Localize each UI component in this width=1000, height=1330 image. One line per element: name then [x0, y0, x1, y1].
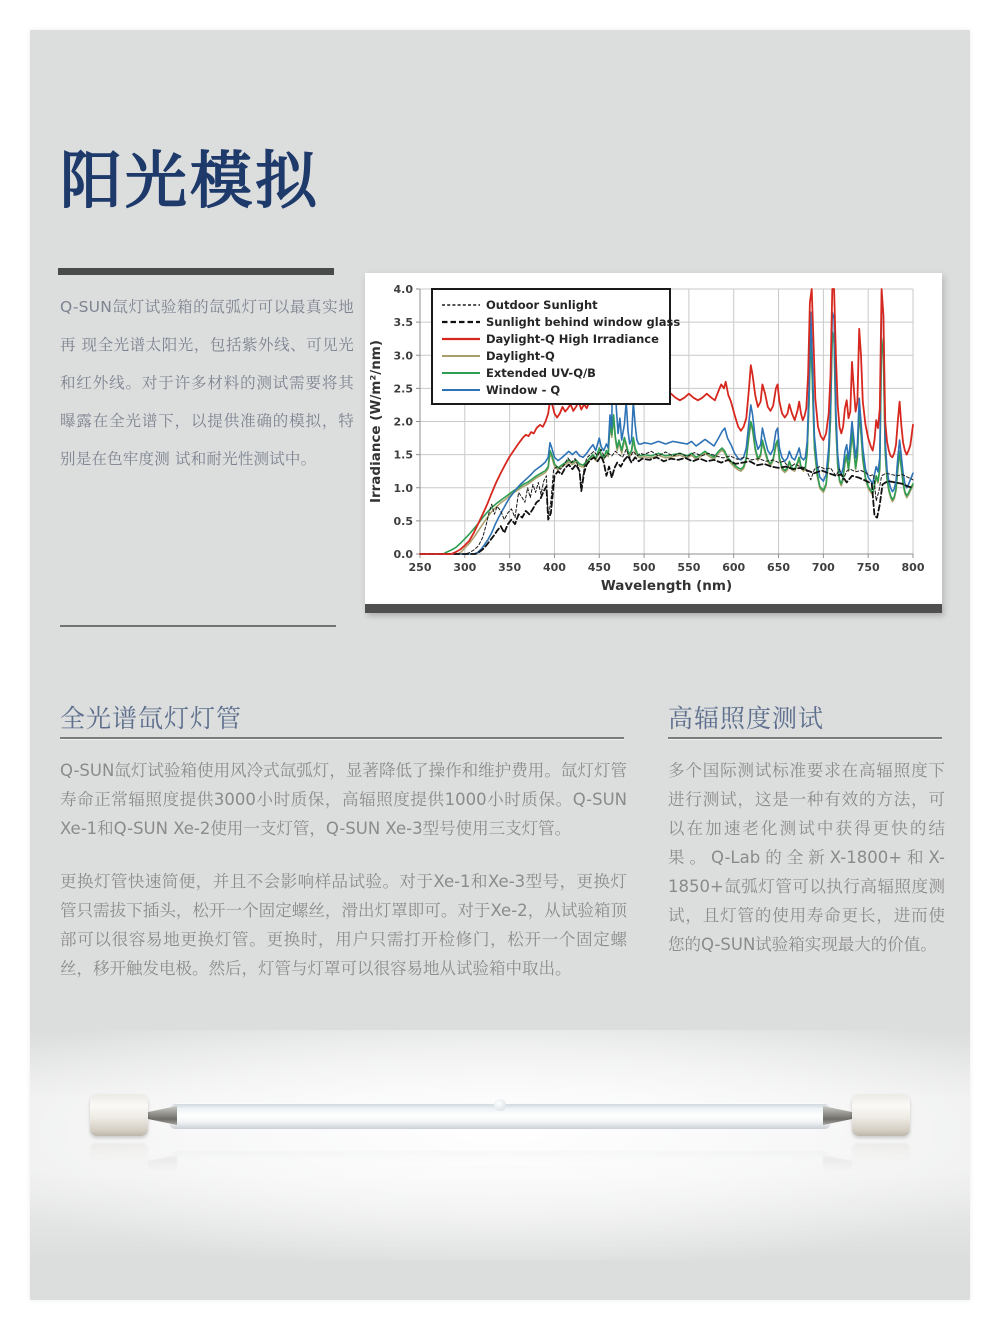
svg-text:350: 350 — [498, 561, 522, 574]
intro-bottom-rule — [60, 625, 336, 627]
chart-legend — [431, 288, 681, 405]
chart-bottom-bar — [365, 604, 942, 613]
svg-text:3.0: 3.0 — [393, 349, 413, 363]
left-column-paragraph-1: Q-SUN氙灯试验箱使用风冷式氙弧灯，显著降低了操作和维护费用。氙灯灯管寿命正常辐照度提供3000小时质保，高辐照度提供1000小时质保。Q-SUN Xe-1和Q-SUN Xe-2使用一支灯管，Q-SUN Xe-3型号使用三支灯管。 — [60, 761, 627, 838]
lamp-tube-nub — [494, 1099, 506, 1111]
svg-text:1.0: 1.0 — [393, 481, 413, 495]
legend-item: Outdoor Sunlight — [486, 297, 598, 312]
intro-paragraph: Q-SUN氙灯试验箱的氙弧灯可以最真实地再 现全光谱太阳光，包括紫外线、可见光和红外线。对于许多材料的测试需要将其曝露在全光谱下，以提供准确的模拟，特别是在色牢度测 试和耐光性测试中。 — [60, 298, 354, 468]
svg-text:550: 550 — [677, 561, 701, 574]
legend-item: Daylight-Q High Irradiance — [486, 331, 659, 346]
xenon-lamp-photo — [30, 1030, 970, 1260]
svg-text:1.5: 1.5 — [393, 448, 413, 462]
section-heading-irradiance: 高辐照度测试 — [668, 703, 825, 733]
intro-top-bar — [58, 268, 334, 275]
legend-item: Daylight-Q — [486, 348, 555, 363]
section-heading-lamps: 全光谱氙灯灯管 — [60, 703, 243, 733]
svg-text:450: 450 — [587, 561, 611, 574]
svg-text:400: 400 — [542, 561, 566, 574]
svg-text:300: 300 — [453, 561, 477, 574]
svg-text:250: 250 — [408, 561, 432, 574]
svg-text:2.5: 2.5 — [393, 382, 413, 396]
svg-text:500: 500 — [632, 561, 656, 574]
svg-text:0.5: 0.5 — [393, 514, 413, 528]
svg-text:3.5: 3.5 — [393, 316, 413, 330]
svg-text:Wavelength (nm): Wavelength (nm) — [600, 578, 733, 594]
svg-text:750: 750 — [856, 561, 880, 574]
xenon-lamp-tube-image — [90, 1094, 910, 1138]
svg-text:700: 700 — [811, 561, 835, 574]
left-column-paragraph-2: 更换灯管快速简便，并且不会影响样品试验。对于Xe-1和Xe-3型号，更换灯管只需拔下插头，松开一个固定螺丝，滑出灯罩即可。对于Xe-2，从试验箱顶部可以很容易地更换灯管。更换时，用户只需打开检修门，松开一个固定螺丝，移开触发电极。然后，灯管与灯罩可以很容易地从试验箱中取出。 — [60, 872, 627, 978]
svg-text:Irradiance (W/m²/nm): Irradiance (W/m²/nm) — [368, 339, 384, 504]
left-column — [60, 756, 627, 1007]
right-column-paragraph-1: 多个国际测试标准要求在高辐照度下进行测试，这是一种有效的方法，可以在加速老化测试中获得更快的结果。Q-Lab的全新X-1800+和X-1850+氙弧灯管可以执行高辐照度测试，且灯管的使用寿命更长，进而使您的Q-SUN试验箱实现最大的价值。 — [668, 761, 945, 954]
svg-text:2.0: 2.0 — [393, 415, 413, 429]
lamp-left-cap — [90, 1094, 148, 1136]
right-heading-rule — [668, 737, 942, 740]
svg-text:600: 600 — [722, 561, 746, 574]
brochure-page — [30, 30, 970, 1300]
lamp-reflection — [90, 1142, 910, 1186]
lamp-right-cap — [852, 1094, 910, 1136]
svg-text:4.0: 4.0 — [393, 283, 413, 296]
page-title: 阳光模拟 — [60, 143, 321, 217]
right-column — [668, 756, 945, 983]
spectra-chart — [365, 273, 942, 604]
legend-item: Window - Q — [486, 382, 561, 397]
lamp-right-connector — [823, 1106, 855, 1125]
svg-text:800: 800 — [901, 561, 925, 574]
svg-text:650: 650 — [767, 561, 791, 574]
left-heading-rule — [60, 737, 624, 740]
lamp-left-connector — [145, 1106, 177, 1125]
legend-item: Extended UV-Q/B — [486, 365, 596, 380]
svg-text:0.0: 0.0 — [393, 548, 413, 561]
legend-item: Sunlight behind window glass — [486, 314, 681, 329]
